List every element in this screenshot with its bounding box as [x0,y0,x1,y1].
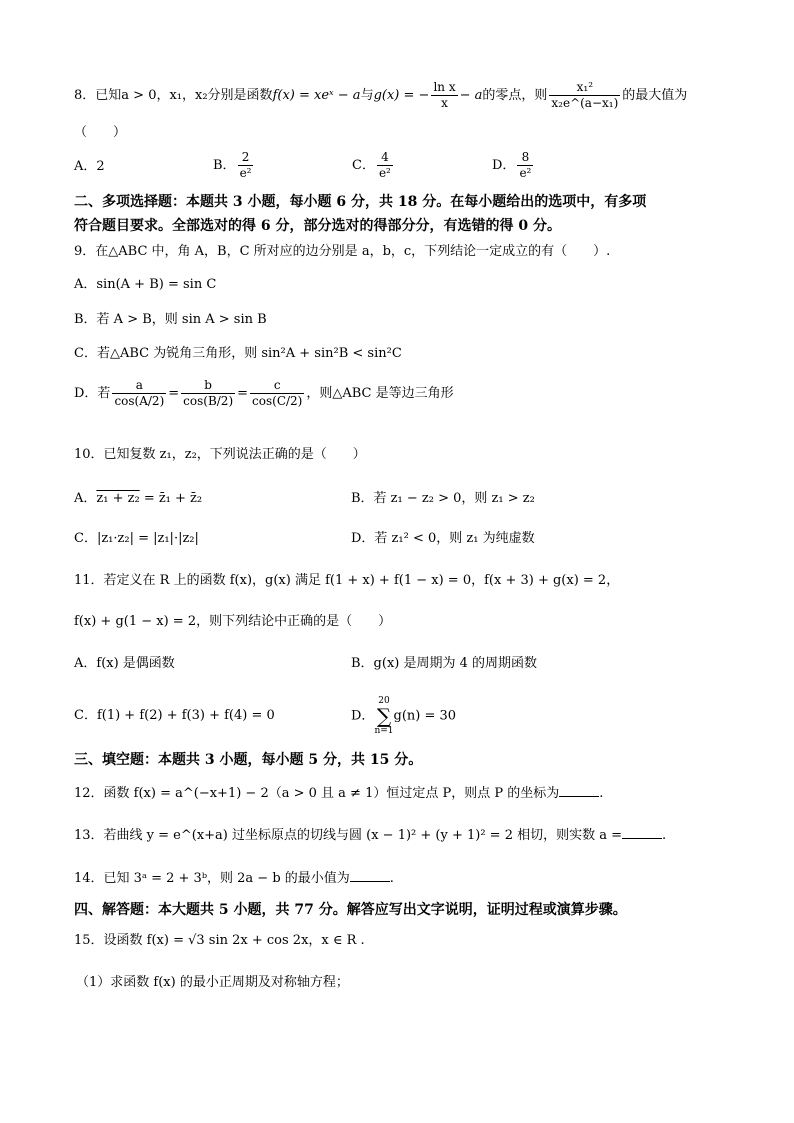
q11-opt-c: C．f(1) + f(2) + f(3) + f(4) = 0 [74,708,275,723]
section3-title: 三、填空题：本题共 3 小题，每小题 5 分，共 15 分。 [74,752,423,768]
q8-opt-c-label: C． [352,158,375,173]
q11-d-label: D． [351,708,375,724]
q14-post: . [389,871,394,886]
q8-opt-d-den: e² [519,166,532,180]
q8-opt-c [352,150,395,181]
section2-line1: 二、多项选择题：本题共 3 小题，每小题 6 分，共 18 分。在每小题给出的选项中，有多项 [74,194,647,210]
q9-opt-b: B．若 A > B，则 sin A > sin B [74,312,267,327]
q9-opt-c: C．若△ABC 为锐角三角形，则 sin²A + sin²B < sin²C [74,346,402,361]
q8-opt-b-den: e² [239,166,252,180]
q8-tail: 的零点，则 [482,88,548,103]
q8-end: 的最大值为 [622,88,688,103]
q12 [74,784,603,803]
q9-d-den2: cos(B/2) [183,394,234,408]
q8-opt-d [492,150,535,181]
q14-blank [350,869,390,882]
q8-gx-post: − a [459,88,483,103]
q8-frac-den: x₂e^(a−x₁) [551,96,619,110]
q13-text: 13．若曲线 y = e^(x+a) 过坐标原点的切线与圆 (x − 1)² + (y + 1)² = 2 相切，则实数 a = [74,828,623,843]
q8-stem [74,80,687,111]
q11-opt-b: B．g(x) 是周期为 4 的周期函数 [351,656,538,671]
q8-gx-den: x [441,96,448,110]
q9-d-frac2 [181,378,235,409]
q10-stem: 10．已知复数 z₁，z₂，下列说法正确的是（ ） [74,447,366,462]
q8-opt-d-label: D． [492,158,516,173]
q14-text: 14．已知 3ᵃ = 2 + 3ᵇ，则 2a − b 的最小值为 [74,871,350,886]
q8-main-frac [549,80,620,111]
q12-text: 12．函数 f(x) = a^(−x+1) − 2（a > 0 且 a ≠ 1）恒过定点 P，则点 P 的坐标为 [74,786,560,801]
q9-opt-d: D．若 $\frac{a}{\cos(A/2)}$ = $\frac{b}{\cos(B/2)}$ = $\frac{c}{\cos(C/2)}$ ，则△ABC 是等边三角形 [74,378,454,408]
q12-post: . [599,786,604,801]
q13-blank [622,826,662,839]
q11-opt-a: A．f(x) 是偶函数 [74,656,175,671]
q10-opt-b: B．若 z₁ − z₂ > 0，则 z₁ > z₂ [351,491,535,506]
q10-opt-d: D．若 z₁² < 0，则 z₁ 为纯虚数 [351,531,535,546]
q8-number: 8． [74,88,96,103]
q15-part1: （1）求函数 f(x) 的最小正周期及对称轴方程； [76,975,349,990]
q9-stem: 9．在△ABC 中，角 A，B，C 所对应的边分别是 a，b，c，下列结论一定成立的有（ ）. [74,244,611,259]
q12-blank [559,784,599,797]
q9-opt-a: A．sin(A + B) = sin C [74,277,217,292]
q13 [74,826,666,845]
sigma-icon: ∑ [376,704,392,728]
q9-d-num1: a [112,378,166,394]
q8-gx-num: ln x [433,80,456,94]
q9-d-frac1 [112,378,166,409]
q11-line2: f(x) + g(1 − x) = 2，则下列结论中正确的是（ ） [74,614,392,629]
q11-opt-d [351,696,456,736]
q8-mid: 与 [360,88,374,103]
q8-pre: 已知 [95,88,122,103]
q10-a-label: A． [74,491,97,506]
q8-opt-b-num: 2 [238,150,254,166]
q9-d-post: ，则△ABC 是等边三角形 [306,386,454,401]
q13-post: . [662,828,667,843]
q15-stem: 15．设函数 f(x) = √3 sin 2x + cos 2x，x ∈ R . [74,933,365,948]
q10-opt-a [74,490,202,508]
q9-d-num2: b [181,378,235,394]
q11-line1: 11．若定义在 R 上的函数 f(x)，g(x) 满足 f(1 + x) + f(1 − x) = 0，f(x + 3) + g(x) = 2， [74,573,620,588]
q8-gx-pre: g(x) = − [373,88,430,103]
section2-line2: 符合题目要求。全部选对的得 6 分，部分选对的得部分分，有选错的得 0 分。 [74,218,561,234]
q9-d-frac3 [250,378,304,409]
q10-a-post: = z̄₁ + z̄₂ [143,491,203,506]
q8-opt-b-label: B． [213,158,236,173]
q11-d-sigma-top: 20 [378,696,390,706]
q8-frac-num: x₁² [549,80,620,96]
q8-opt-d-frac [517,150,533,181]
q11-d-sigma [374,696,393,736]
q8-opt-c-frac [377,150,393,181]
q9-d-den3: cos(C/2) [252,394,303,408]
q9-d-den1: cos(A/2) [114,394,165,408]
q8-fx: f(x) = xeˣ − a [272,88,361,103]
q8-cond: a > 0，x₁，x₂分别是函数 [121,88,273,103]
q8-opt-a: A．2 [74,159,105,174]
q14 [74,869,394,888]
q8-opt-c-num: 4 [377,150,393,166]
q8-gx-frac [431,80,457,111]
q8-opt-c-den: e² [378,166,391,180]
q10-opt-c: C．|z₁·z₂| = |z₁|·|z₂| [74,531,199,546]
q11-d-expr: g(n) = 30 [393,708,457,724]
q8-opt-b-frac [238,150,254,181]
q8-opt-b [213,150,255,181]
q9-d-num3: c [250,378,304,394]
section4-title: 四、解答题：本大题共 5 小题，共 77 分。解答应写出文字说明，证明过程或演算步骤。 [74,902,627,918]
q11-d-sigma-bottom: n=1 [374,726,394,736]
q9-d-pre: D．若 [74,386,111,401]
q8-paren: （ ） [74,125,127,140]
q8-opt-d-num: 8 [517,150,533,166]
q10-a-overline: z₁ + z₂ [96,491,140,506]
